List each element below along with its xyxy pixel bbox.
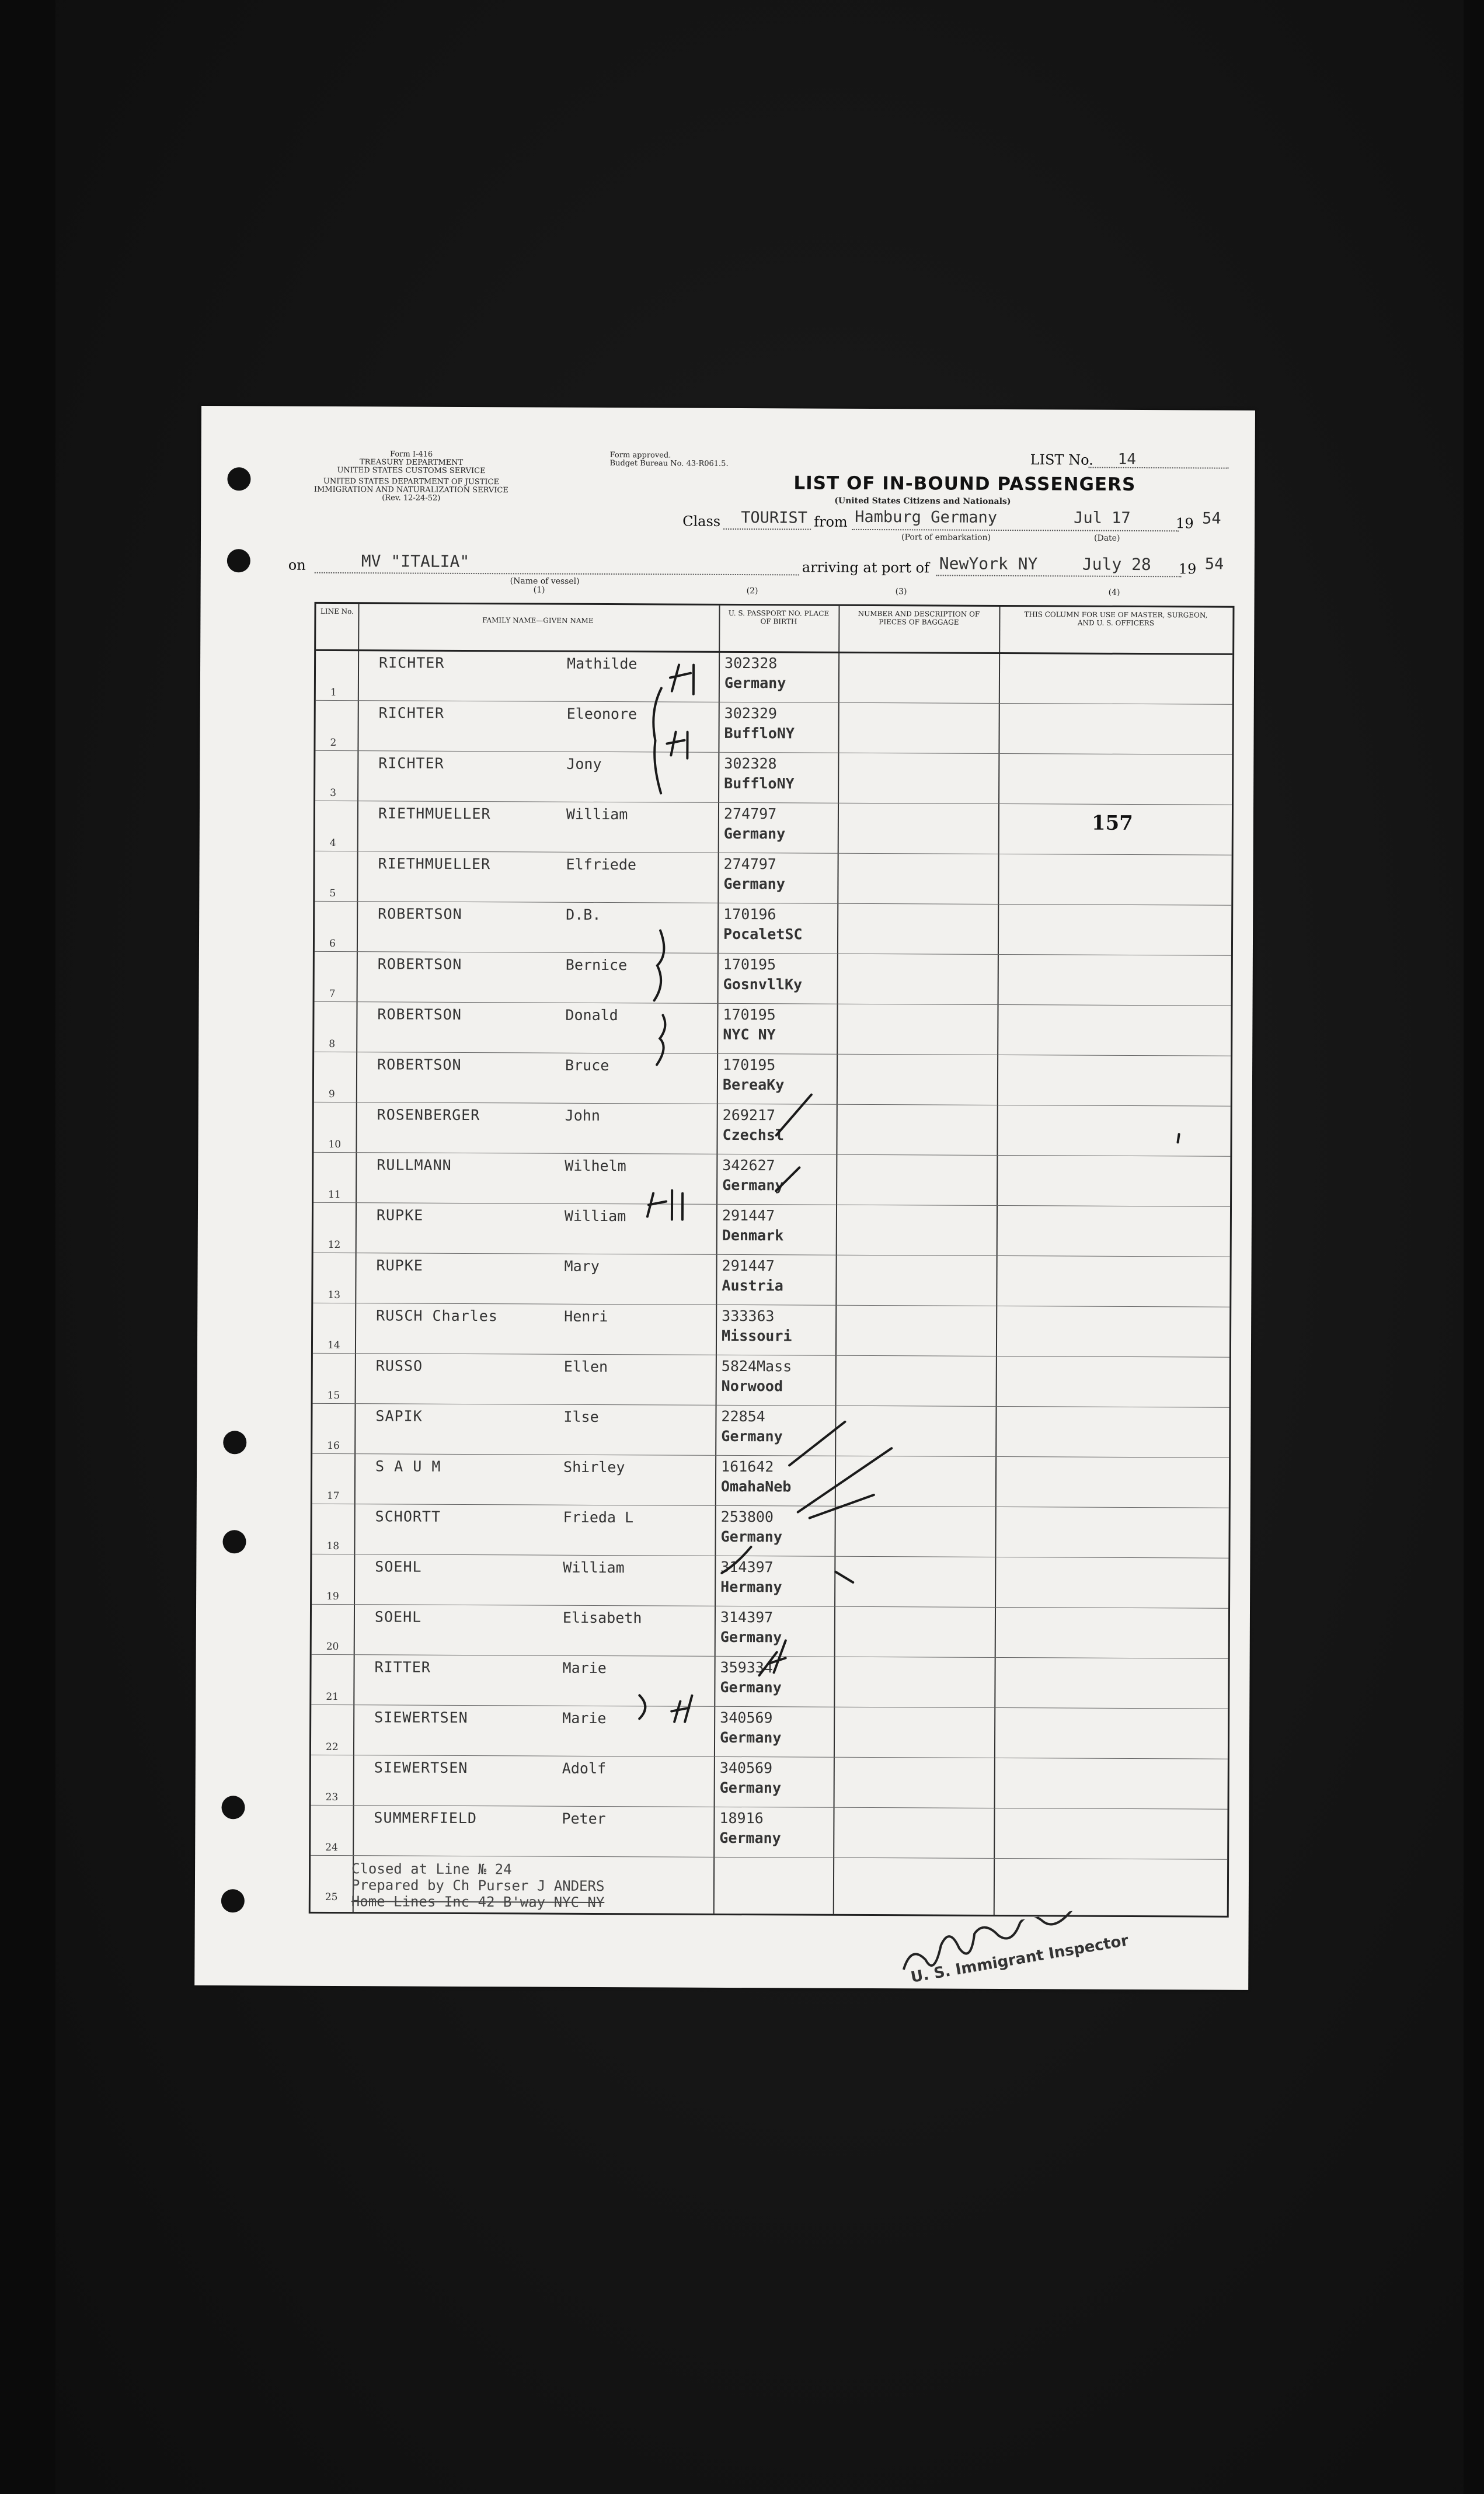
passport-number: 314397 xyxy=(720,1608,774,1626)
place-of-birth: Germany xyxy=(723,875,785,893)
place-of-birth: Missouri xyxy=(721,1327,792,1345)
place-of-birth: Germany xyxy=(720,1628,782,1646)
passport-number: 170195 xyxy=(723,1006,776,1024)
line-number: 22 xyxy=(325,1741,339,1754)
place-of-birth: GosnvllKy xyxy=(723,975,803,993)
treasury-dept: TREASURY DEPARTMENT xyxy=(359,458,464,467)
given-name: Mathilde xyxy=(567,655,638,673)
passport-number: 253800 xyxy=(720,1508,774,1526)
given-name: William xyxy=(564,1207,626,1225)
passenger-manifest-page xyxy=(194,406,1255,1990)
given-name: Frieda L xyxy=(563,1508,634,1526)
family-name: RIETHMUELLER xyxy=(378,805,491,823)
col-header-name: FAMILY NAME—GIVEN NAME xyxy=(482,616,594,625)
inspector-title: U. S. Immigrant Inspector xyxy=(909,1932,1130,1987)
place-of-birth: NYC NY xyxy=(723,1025,776,1043)
place-of-birth: Czechsl xyxy=(722,1126,784,1144)
family-name: RIETHMUELLER xyxy=(378,855,491,873)
place-of-birth: BuffloNY xyxy=(724,774,795,792)
vessel-label: (Name of vessel) xyxy=(510,576,580,586)
line-number: 4 xyxy=(329,837,336,850)
family-name: RUPKE xyxy=(376,1257,423,1274)
line-number: 10 xyxy=(328,1138,342,1151)
from-date: Jul 17 xyxy=(1074,509,1131,527)
form-approved: Form approved. xyxy=(609,451,671,460)
col-header-line-no: LINE No. xyxy=(320,607,354,616)
line-number: 20 xyxy=(326,1640,339,1653)
class-value: TOURIST xyxy=(741,509,808,527)
line-number: 3 xyxy=(330,787,336,799)
place-of-birth: BuffloNY xyxy=(724,724,795,742)
line-number: 12 xyxy=(328,1239,341,1251)
family-name: SCHORTT xyxy=(375,1508,441,1525)
col-num-4: (4) xyxy=(1108,587,1120,597)
line-number: 18 xyxy=(326,1540,340,1553)
passport-number: 22854 xyxy=(721,1407,765,1425)
passport-number: 342627 xyxy=(722,1156,775,1174)
port-embarkation-label: (Port of embarkation) xyxy=(901,533,991,542)
passport-number: 359334 xyxy=(720,1658,773,1676)
given-name: Bernice xyxy=(565,956,628,974)
arriving-label: arriving at port of xyxy=(802,559,929,576)
passport-number: 314397 xyxy=(720,1558,774,1576)
form-subtitle: (United States Citizens and Nationals) xyxy=(834,496,1011,507)
year-prefix-1: 19 xyxy=(1176,515,1194,532)
given-name: Henri xyxy=(564,1307,608,1326)
given-name: Mary xyxy=(564,1257,600,1275)
family-name: ROBERTSON xyxy=(377,1006,462,1023)
place-of-birth: Austria xyxy=(722,1276,783,1295)
passport-number: 269217 xyxy=(722,1106,776,1124)
passport-number: 170195 xyxy=(723,955,776,973)
budget-bureau: Budget Bureau No. 43-R061.5. xyxy=(609,459,729,468)
family-name: SIEWERTSEN xyxy=(374,1759,468,1777)
given-name: Shirley xyxy=(563,1458,625,1476)
given-name: John xyxy=(565,1107,600,1124)
given-name: Marie xyxy=(562,1709,607,1727)
line-number: 1 xyxy=(330,686,337,699)
line-number: 16 xyxy=(327,1439,340,1452)
passport-number: 333363 xyxy=(722,1307,775,1325)
given-name: Marie xyxy=(562,1659,607,1677)
line-number: 24 xyxy=(325,1841,338,1854)
place-of-birth: Hermany xyxy=(720,1578,782,1596)
line-number: 9 xyxy=(328,1088,335,1101)
customs-service: UNITED STATES CUSTOMS SERVICE xyxy=(337,466,486,476)
passport-number: 291447 xyxy=(722,1257,775,1275)
family-name: RUSSO xyxy=(375,1357,423,1375)
given-name: William xyxy=(566,805,628,823)
form-revision: (Rev. 12-24-52) xyxy=(382,493,441,503)
line-number: 17 xyxy=(326,1490,340,1502)
family-name: ROBERTSON xyxy=(377,1056,462,1073)
family-name: SOEHL xyxy=(374,1608,422,1626)
given-name: William xyxy=(563,1559,625,1577)
line-number: 21 xyxy=(326,1691,339,1703)
col-header-officers: THIS COLUMN FOR USE OF MASTER, SURGEON, AND U. S. OFFICERS xyxy=(1024,610,1208,628)
form-title: LIST OF IN-BOUND PASSENGERS xyxy=(793,472,1136,495)
line-number: 23 xyxy=(325,1791,339,1804)
line-number: 13 xyxy=(328,1289,341,1302)
ins-service: IMMIGRATION AND NATURALIZATION SERVICE xyxy=(313,485,508,495)
place-of-birth: Germany xyxy=(721,1427,783,1445)
family-name: RITTER xyxy=(374,1658,431,1676)
family-name: SIEWERTSEN xyxy=(374,1709,468,1727)
line-number: 5 xyxy=(329,887,336,900)
family-name: ROBERTSON xyxy=(378,905,462,923)
year-2: 54 xyxy=(1204,555,1224,573)
given-name: Ellen xyxy=(563,1358,608,1376)
vessel-name: MV "ITALIA" xyxy=(361,551,470,572)
family-name: RICHTER xyxy=(378,754,444,772)
given-name: D.B. xyxy=(566,906,601,923)
list-no-label: LIST No. xyxy=(1030,451,1093,468)
on-label: on xyxy=(288,556,306,573)
from-label: from xyxy=(814,513,848,530)
class-label: Class xyxy=(682,513,721,530)
passport-number: 170195 xyxy=(723,1056,776,1074)
family-name: RUPKE xyxy=(376,1206,424,1224)
col-header-baggage: NUMBER AND DESCRIPTION OF PIECES OF BAGGAGE xyxy=(858,609,980,627)
year-1: 54 xyxy=(1202,509,1221,528)
closing-note-1: Closed at Line № 24 xyxy=(351,1860,512,1878)
col-num-1: (1) xyxy=(533,585,545,595)
family-name: SOEHL xyxy=(375,1558,422,1575)
handwritten-checkmarks xyxy=(194,406,1255,1990)
family-name: ROBERTSON xyxy=(377,955,462,973)
passport-number: 170196 xyxy=(723,905,776,923)
passport-number: 340569 xyxy=(719,1759,773,1777)
given-name: Bruce xyxy=(565,1056,609,1074)
passport-number: 274797 xyxy=(723,855,776,873)
officer-stamp-number: 157 xyxy=(1091,811,1133,835)
given-name: Adolf xyxy=(562,1759,607,1778)
passport-number: 291447 xyxy=(722,1206,775,1225)
place-of-birth: PocaletSC xyxy=(723,925,803,943)
year-prefix-2: 19 xyxy=(1178,561,1197,578)
line-number: 11 xyxy=(328,1188,341,1201)
list-no-value: 14 xyxy=(1117,450,1136,468)
family-name: RULLMANN xyxy=(377,1156,452,1174)
given-name: Peter xyxy=(562,1810,606,1828)
family-name: SUMMERFIELD xyxy=(374,1809,478,1827)
arrival-date: July 28 xyxy=(1082,554,1151,575)
passport-number: 302329 xyxy=(724,704,778,722)
given-name: Wilhelm xyxy=(565,1157,626,1175)
place-of-birth: Germany xyxy=(722,1176,784,1194)
date-label: (Date) xyxy=(1093,533,1120,543)
col-num-3: (3) xyxy=(895,587,907,597)
line-number: 14 xyxy=(327,1339,340,1352)
place-of-birth: Germany xyxy=(720,1678,782,1696)
justice-dept: UNITED STATES DEPARTMENT OF JUSTICE xyxy=(323,476,500,487)
passport-number: 161642 xyxy=(721,1458,774,1476)
place-of-birth: Norwood xyxy=(721,1377,783,1395)
closing-note-2: Prepared by Ch Purser J ANDERS xyxy=(351,1877,605,1895)
closing-note-3: Home Lines Inc 42 B'way NYC NY xyxy=(351,1893,605,1911)
line-number: 6 xyxy=(329,937,336,950)
passport-number: 274797 xyxy=(723,805,777,823)
line-number: 19 xyxy=(326,1590,339,1603)
col-header-passport: U. S. PASSPORT NO. PLACE OF BIRTH xyxy=(728,608,830,626)
given-name: Eleonore xyxy=(566,705,638,723)
place-of-birth: BereaKy xyxy=(722,1076,785,1094)
place-of-birth: Germany xyxy=(719,1829,781,1847)
from-port: Hamburg Germany xyxy=(855,507,998,527)
line-number: 2 xyxy=(330,736,337,749)
place-of-birth: Germany xyxy=(723,825,786,843)
family-name: RICHTER xyxy=(378,704,445,722)
passport-number: 18916 xyxy=(719,1809,764,1827)
line-number: 15 xyxy=(327,1389,340,1402)
place-of-birth: Denmark xyxy=(722,1226,784,1244)
arrival-port: NewYork NY xyxy=(939,554,1038,574)
given-name: Jony xyxy=(566,755,602,773)
passport-number: 5824Mass xyxy=(721,1357,792,1375)
given-name: Elisabeth xyxy=(562,1609,642,1627)
family-name: S A U M xyxy=(375,1458,441,1475)
passport-number: 340569 xyxy=(720,1709,773,1727)
given-name: Ilse xyxy=(563,1408,599,1425)
given-name: Donald xyxy=(565,1006,618,1024)
place-of-birth: Germany xyxy=(720,1528,782,1546)
line-number: 7 xyxy=(329,987,336,1000)
family-name: RICHTER xyxy=(379,654,445,672)
form-number: Form I-416 xyxy=(390,450,433,459)
place-of-birth: OmahaNeb xyxy=(720,1477,792,1495)
family-name: ROSENBERGER xyxy=(377,1106,480,1124)
passport-number: 302328 xyxy=(724,654,778,672)
line-number: 8 xyxy=(329,1038,336,1051)
passport-number: 302328 xyxy=(724,754,777,773)
given-name: Elfriede xyxy=(566,855,637,874)
col-num-2: (2) xyxy=(746,586,758,596)
family-name: SAPIK xyxy=(375,1407,423,1425)
line-number-25: 25 xyxy=(325,1891,338,1904)
place-of-birth: Germany xyxy=(719,1779,782,1797)
place-of-birth: Germany xyxy=(719,1728,782,1747)
family-name: RUSCH Charles xyxy=(376,1307,498,1325)
place-of-birth: Germany xyxy=(724,674,786,692)
